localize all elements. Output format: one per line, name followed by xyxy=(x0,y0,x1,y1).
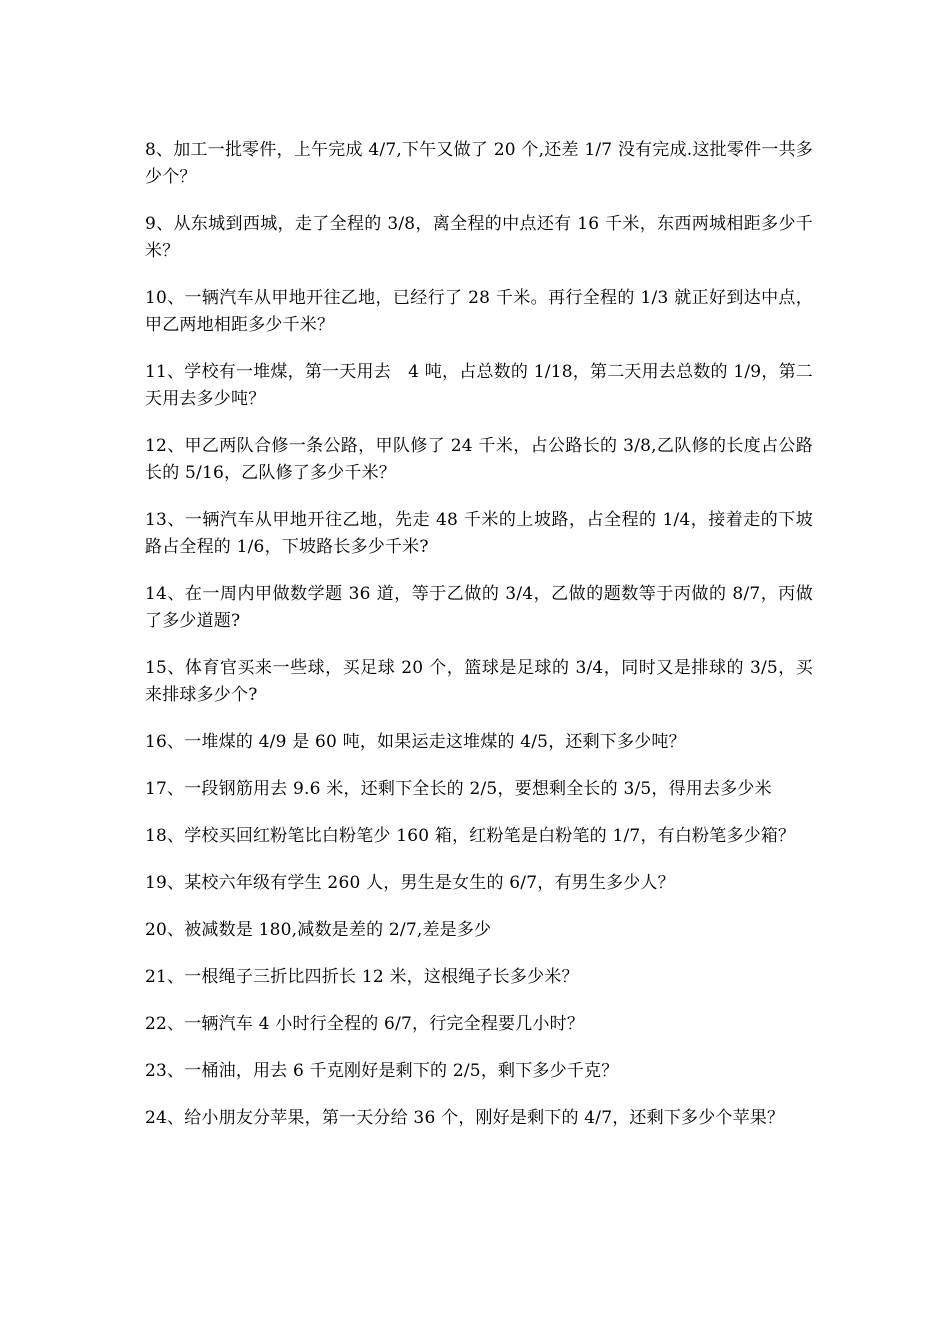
problem-23: 23、一桶油，用去 6 千克刚好是剩下的 2/5，剩下多少千克？ xyxy=(145,1061,619,1081)
problem-9: 9、从东城到西城，走了全程的 3/8，离全程的中点还有 16 千米，东西两城相距多少千米？ xyxy=(145,214,813,261)
problem-14: 14、在一周内甲做数学题 36 道，等于乙做的 3/4，乙做的题数等于丙做的 8/7，丙做了多少道题? xyxy=(145,584,813,631)
problem-21: 21、一根绳子三折比四折长 12 米，这根绳子长多少米？ xyxy=(145,967,579,987)
problem-8: 8、加工一批零件，上午完成 4/7,下午又做了 20 个,还差 1/7 没有完成.这批零件一共多少个？ xyxy=(145,140,813,187)
problem-13: 13、一辆汽车从甲地开往乙地，先走 48 千米的上坡路，占全程的 1/4，接着走的下坡路占全程的 1/6，下坡路长多少千米? xyxy=(145,510,813,557)
problem-19: 19、某校六年级有学生 260 人，男生是女生的 6/7，有男生多少人？ xyxy=(145,873,675,893)
problem-11: 11、学校有一堆煤，第一天用去 4 吨，占总数的 1/18，第二天用去总数的 1/9，第二天用去多少吨？ xyxy=(145,362,813,409)
problem-22: 22、一辆汽车 4 小时行全程的 6/7，行完全程要几小时？ xyxy=(145,1014,585,1034)
problem-18: 18、学校买回红粉笔比白粉笔少 160 箱，红粉笔是白粉笔的 1/7，有白粉笔多少箱？ xyxy=(145,826,796,846)
problem-20: 20、被减数是 180,减数是差的 2/7,差是多少 xyxy=(145,920,492,940)
problem-16: 16、一堆煤的 4/9 是 60 吨，如果运走这堆煤的 4/5，还剩下多少吨？ xyxy=(145,732,686,752)
problem-24: 24、给小朋友分苹果，第一天分给 36 个，刚好是剩下的 4/7，还剩下多少个苹果？ xyxy=(145,1108,785,1128)
problem-17: 17、一段钢筋用去 9.6 米，还剩下全长的 2/5，要想剩全长的 3/5，得用去多少米 xyxy=(145,779,772,799)
problem-12: 12、甲乙两队合修一条公路，甲队修了 24 千米，占公路长的 3/8,乙队修的长度占公路长的 5/16，乙队修了多少千米？ xyxy=(145,436,813,483)
problem-10: 10、一辆汽车从甲地开往乙地，已经行了 28 千米。再行全程的 1/3 就正好到达中点，甲乙两地相距多少千米？ xyxy=(145,288,813,335)
problem-list xyxy=(145,137,813,1152)
problem-15: 15、体育官买来一些球，买足球 20 个，篮球是足球的 3/4，同时又是排球的 3/5，买来排球多少个? xyxy=(145,658,813,705)
